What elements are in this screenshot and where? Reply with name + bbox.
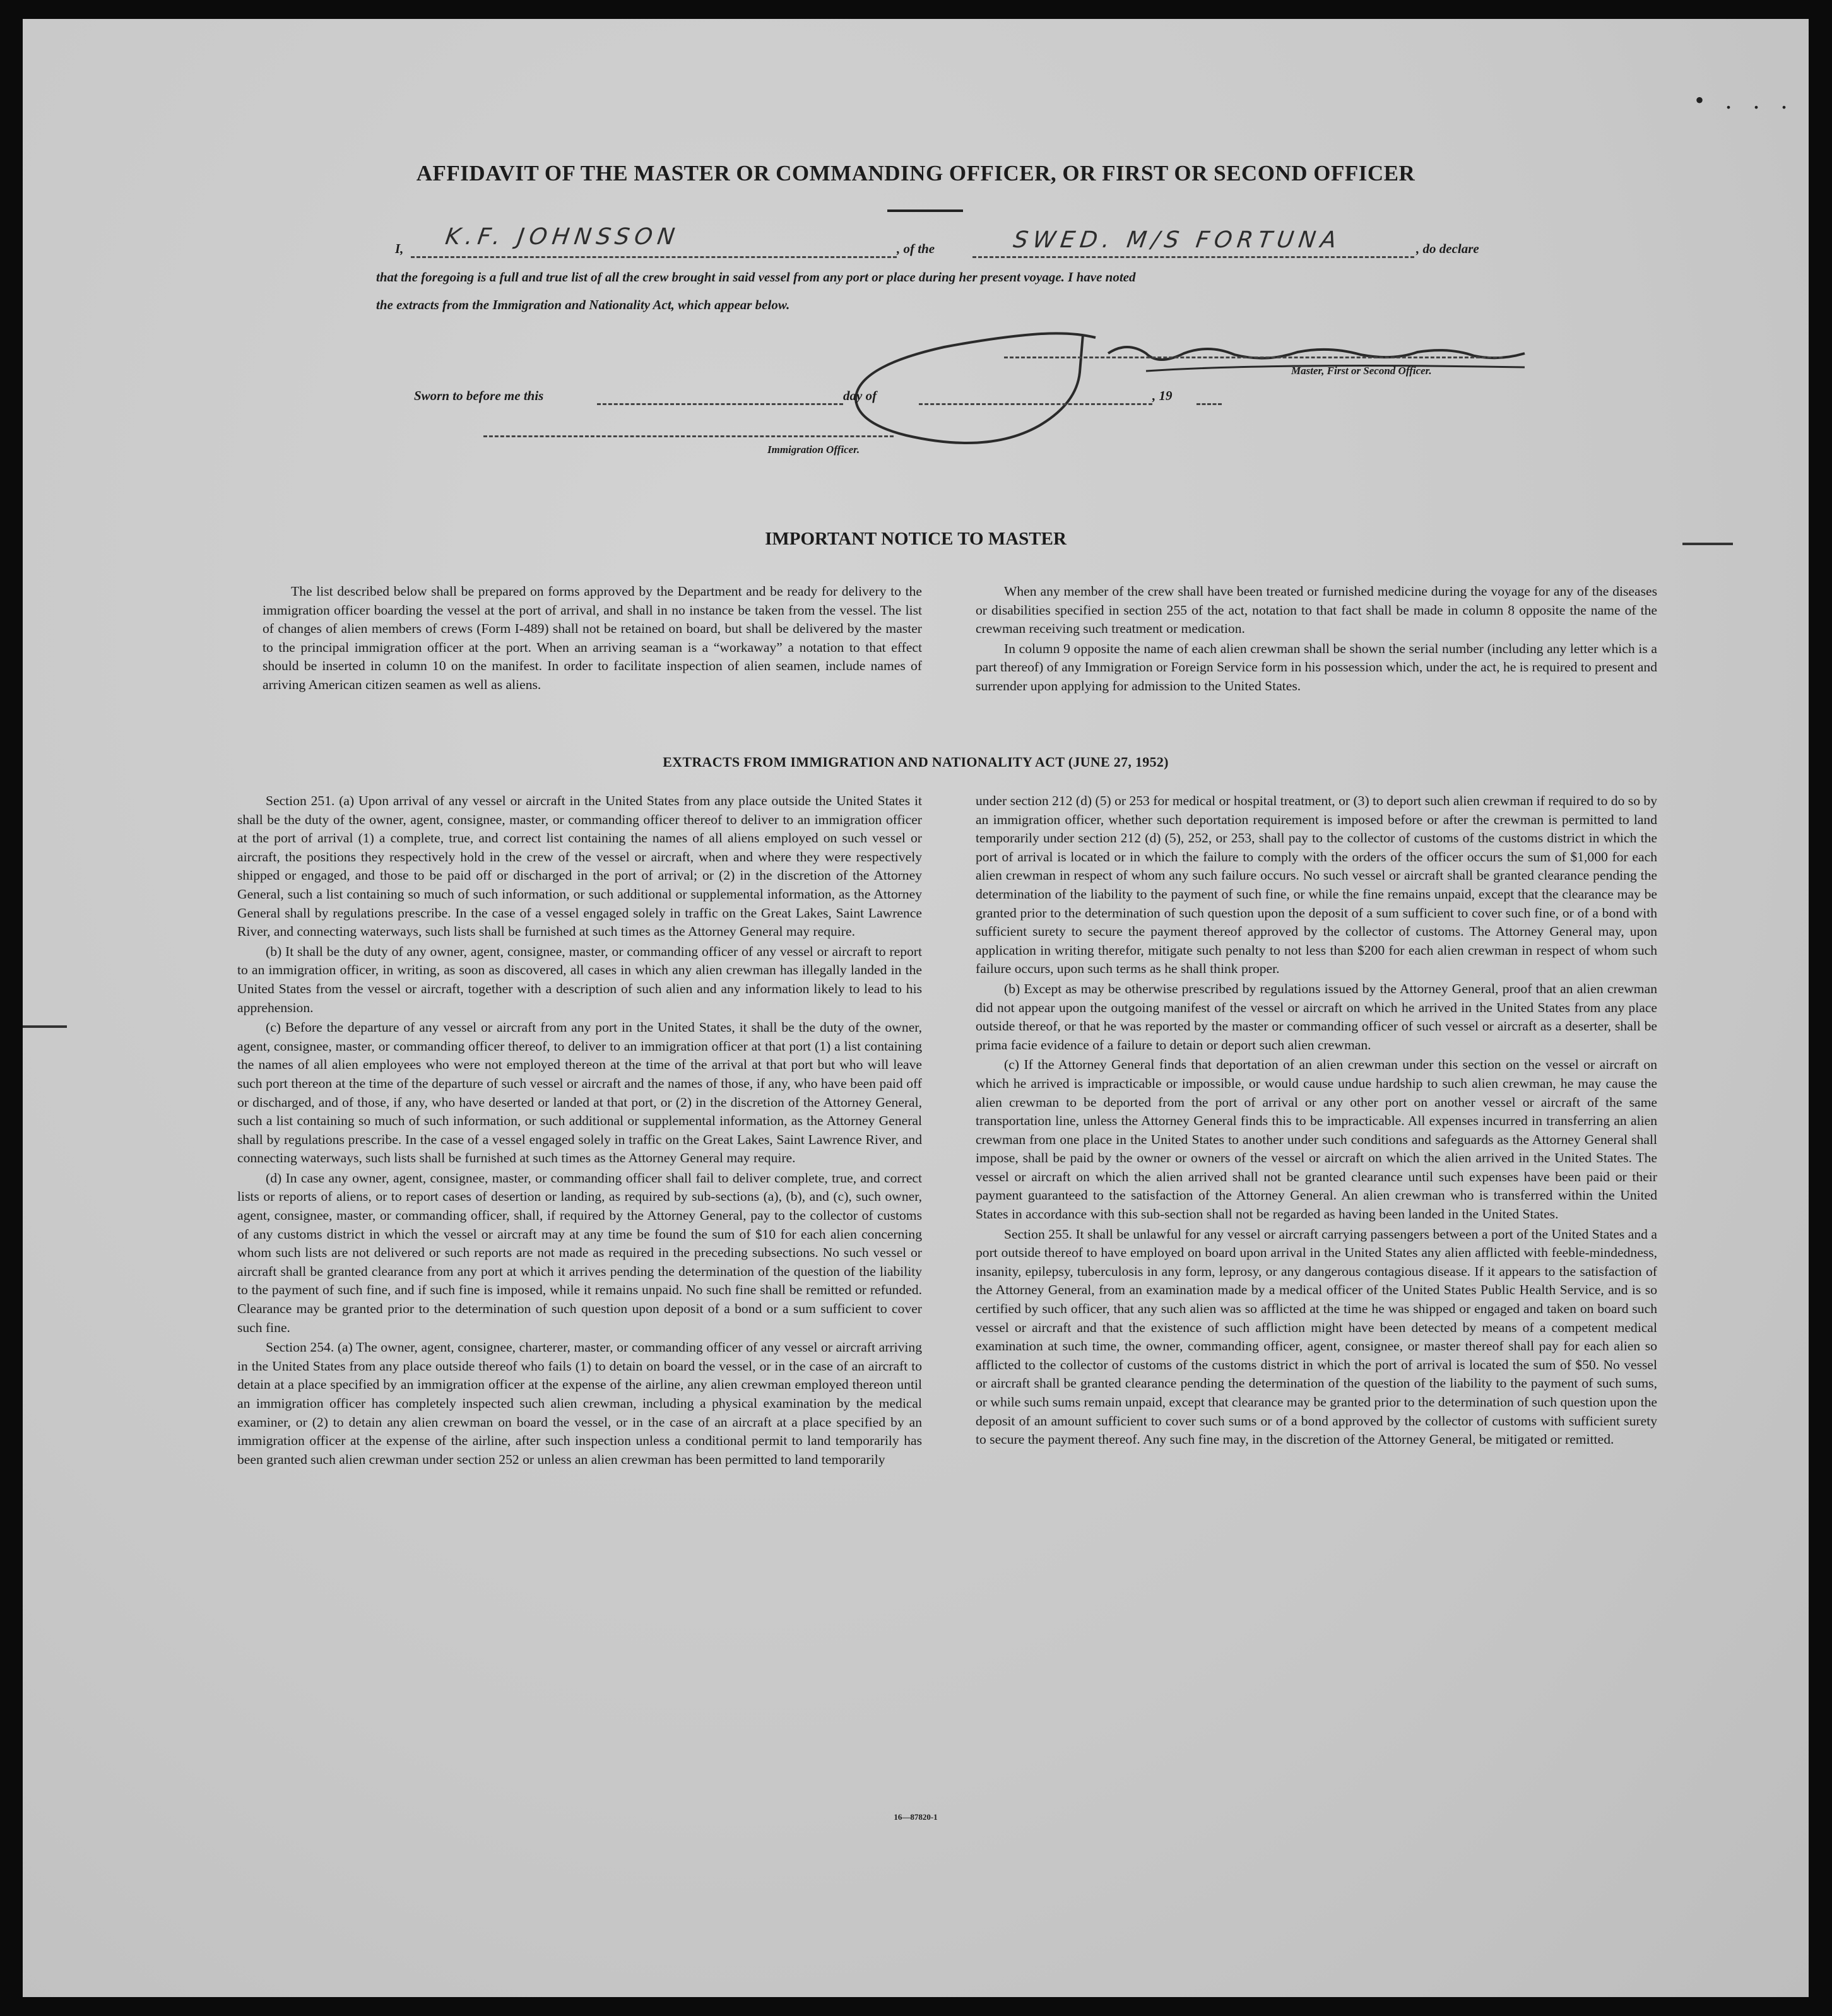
corner-marks: • . . . — [1695, 86, 1795, 114]
section-254-a: Section 254. (a) The owner, agent, consignee, charterer, master, or commanding officer of any vessel or aircraft arriving in the United States from any place outside thereof who fails (1) to detain on board the vessel, or in the case of an aircraft to detain at a place specified by an immigration officer at the expense of the airline, any alien crewman employed thereon until an immigration officer has completely inspected such alien crewman, including a physical examination by the medical examiner, or (2) to detain any alien crewman on board the vessel, or in the case of an aircraft at a place specified by an immigration officer at the expense of the airline, after such inspection unless a conditional permit to land temporarily has been granted such alien crewman under section 252 or unless an alien crewman has been permitted to land temporarily — [237, 1340, 922, 1467]
affidavit-statement-line2: the extracts from the Immigration and Nationality Act, which appear below. — [376, 297, 790, 312]
extracts-left-column — [237, 792, 922, 1469]
day-of-label: day of — [843, 388, 877, 403]
signature-caption: Master, First or Second Officer. — [1291, 365, 1432, 377]
document-page — [23, 19, 1809, 1997]
section-254-c: (c) If the Attorney General finds that deportation of an alien crewman under this section on the vessel or aircraft on which he arrived is impracticable or impossible, or would cause undue hardship to such alien crewman, he may cause the alien crewman to be deported from the port of arrival or any other port on another vessel or aircraft of the same transportation line, unless the Attorney General finds this to be impracticable. All expenses incurred in transferring an alien crewman from one place in the United States to another under such conditions and safeguards as the Attorney General shall impose, shall be paid by the owner or owners of the vessel or aircraft on which the alien arrived in the United States. The vessel or aircraft on which the alien arrived shall not be granted clearance until such expenses have been paid or their payment guaranteed to the satisfaction of the Attorney General. An alien crewman who is transferred within the United States in accordance with this sub-section shall not be regarded as having been landed in the United States. — [976, 1057, 1657, 1222]
crew-master-name: K.F. JOHNSSON — [444, 224, 682, 250]
section-251-c: (c) Before the departure of any vessel or aircraft from any port in the United States, it shall be the duty of the owner, agent, consignee, master, or commanding officer thereof, to deliver to an immigration officer at that port (1) a list containing the names of all alien employees who were not employed thereon at the time of the arrival at that port but who will leave such port thereon at the time of the departure of such vessel or aircraft and the names of those, if any, who have been paid off or discharged, and of those, if any, who have deserted or landed at that port, or (2) in the discretion of the Attorney General, such a list containing so much of such information, or such additional or supplemental information, as the Attorney General shall by regulations prescribe. In the case of a vessel engaged solely in traffic on the Great Lakes, Saint Lawrence River, and connecting waterways, such lists shall be furnished at such times as the Attorney General may require. — [237, 1020, 922, 1166]
sworn-year-line — [1197, 403, 1222, 405]
vessel-field-line — [972, 256, 1414, 258]
sworn-day-line — [597, 403, 843, 405]
label-of-the: , of the — [897, 241, 935, 256]
edge-mark-left — [23, 1025, 67, 1028]
master-signature — [830, 315, 1651, 480]
officer-signature-line — [483, 435, 894, 437]
notice-left-paragraph: The list described below shall be prepared on forms approved by the Department and be ready for delivery to the immigration officer boarding the vessel at the port of arrival, and shall in no instance be taken from the vessel. The list of changes of alien members of crews (Form I-489) shall not be retained on board, but shall be delivered by the master to the principal immigration officer at the port. When an arriving seaman is a “workaway” a notation to that effect should be inserted in column 10 on the manifest. In order to facilitate inspection of alien seamen, include names of arriving American citizen seamen as well as aliens. — [263, 584, 922, 692]
form-code: 16—87820-1 — [894, 1812, 938, 1822]
affidavit-title: AFFIDAVIT OF THE MASTER OR COMMANDING OFFICER, OR FIRST OR SECOND OFFICER — [416, 161, 1415, 186]
notice-right-paragraph-2: In column 9 opposite the name of each alien crewman shall be shown the serial number (including any letter which is a part thereof) of any Immigration or Foreign Service form in his possession which, under the act, he is required to present and surrender upon applying for admission to the United States. — [976, 640, 1657, 693]
notice-right-paragraph-1: When any member of the crew shall have been treated or furnished medicine during the voyage for any of the diseases or disabilities specified in section 255 of the act, notation to that fact shall be made in column 8 opposite the name of the crewman receiving such treatment or medication. — [976, 584, 1657, 637]
sworn-label: Sworn to before me this — [414, 388, 544, 403]
extracts-right-column — [976, 792, 1657, 1449]
section-251-a: Section 251. (a) Upon arrival of any vessel or aircraft in the United States from any place outside the United States it shall be the duty of the owner, agent, consignee, master, or commanding officer thereof to deliver to an immigration officer at the port of arrival (1) a complete, true, and correct list containing the names of all aliens employed on such vessel or aircraft, the positions they respectively hold in the crew of the vessel or aircraft, when and where they were respectively shipped or engaged, and those to be paid off or discharged in the port of arrival; or (2) in the discretion of the Attorney General, such a list containing so much of such information, or such additional or supplemental information, as the Attorney General shall by regulations prescribe. In the case of a vessel engaged solely in traffic on the Great Lakes, Saint Lawrence River, and connecting waterways, such lists shall be furnished at such times as the Attorney General may require. — [237, 793, 922, 940]
vessel-name: SWED. M/S FORTUNA — [1012, 227, 1344, 253]
section-251-b: (b) It shall be the duty of any owner, agent, consignee, master, or commanding officer of any vessel or aircraft to report to an immigration officer, in writing, as soon as discovered, all cases in which any alien crewman has illegally landed in the United States from the vessel or aircraft, together with a description of such alien and any information likely to lead to his apprehension. — [237, 943, 922, 1015]
signature-line — [1004, 357, 1503, 358]
notice-left-column — [263, 582, 922, 695]
notice-title: IMPORTANT NOTICE TO MASTER — [765, 529, 1067, 549]
section-255: Section 255. It shall be unlawful for any vessel or aircraft carrying passengers between a port of the United States and a port outside thereof to have employed on board upon arrival in the United States any alien afflicted with feeble-mindedness, insanity, epilepsy, tuberculosis in any form, leprosy, or any dangerous contagious disease. If it appears to the satisfaction of the Attorney General, from an examination made by a medical officer of the United States Public Health Service, and is so certified by such officer, that any such alien was so afflicted at the time he was shipped or engaged and taken on board such vessel or aircraft and that the existence of such affliction might have been detected by means of a competent medical examination at such time, the owner, commanding officer, agent, consignee, or master thereof shall pay for each alien so afflicted to the collector of customs of the customs district in which the port of arrival is located the sum of $50. No vessel or aircraft shall be granted clearance pending the determination of the question of the liability to the payment of such sums, or while such sums remain unpaid, except that clearance may be granted prior to the determination of such question upon the deposit of an amount sufficient to cover such sums or of a bond approved by the collector of customs with sufficient surety to secure the payment thereof. Any such fine may, in the discretion of the Attorney General, be mitigated or remitted. — [976, 1226, 1657, 1447]
year-label: , 19 — [1152, 388, 1173, 403]
section-251-d: (d) In case any owner, agent, consignee, master, or commanding officer shall fail to deliver complete, true, and correct lists or reports of aliens, or to report cases of desertion or landing, as required by sub-sections (a), (b), and (c), such owner, agent, consignee, master, or commanding officer, shall, if required by the Attorney General, pay to the collector of customs of any customs district in which the vessel or aircraft may at any time be found the sum of $10 for each alien concerning whom such lists are not delivered or such reports are not made as required in the preceding subsections. No such vessel or aircraft shall be granted clearance from any port at which it arrives pending the determination of the question of the liability to the payment of such fine, and if such fine is imposed, while it remains unpaid. No such fine shall be remitted or refunded. Clearance may be granted prior to the determination of such question upon deposit of a bond or a sum sufficient to cover such fine. — [237, 1170, 922, 1335]
label-do-declare: , do declare — [1416, 241, 1479, 256]
section-254-b: (b) Except as may be otherwise prescribed by regulations issued by the Attorney General, proof that an alien crewman did not appear upon the outgoing manifest of the vessel or aircraft on which he arrived in the United States from any place outside thereof, or that he was reported by the master or commanding officer of such vessel or aircraft as a deserter, shall be prima facie evidence of a failure to detain or deport such alien crewman. — [976, 981, 1657, 1052]
extracts-title: EXTRACTS FROM IMMIGRATION AND NATIONALITY ACT (JUNE 27, 1952) — [663, 754, 1169, 770]
title-rule — [887, 209, 963, 212]
sworn-month-line — [919, 403, 1152, 405]
notice-right-column — [976, 582, 1657, 696]
label-i: I, — [395, 241, 404, 256]
section-254-a-continued: under section 212 (d) (5) or 253 for medical or hospital treatment, or (3) to deport such alien crewman if required to do so by an immigration officer, whether such deportation requirement is imposed before or after the crewman is permitted to land temporarily under section 212 (d) (5), 252, or 253, shall pay to the collector of customs of the customs district in which the port of arrival is located or in which the failure to comply with the orders of the officer occurs the sum of $1,000 for each alien crewman in respect of whom any such failure occurs. No such vessel or aircraft shall be granted clearance pending the determination of the liability to the payment of such fine, or while the fine remains unpaid, except that the clearance may be granted prior to the determination of such question upon the deposit of a sum sufficient to cover such fine, or of a bond with sufficient surety to secure the payment thereof approved by the collector of customs. The Attorney General may, upon application in writing therefor, mitigate such penalty to not less than $200 for each alien crewman in respect of whom such failure occurs, upon such terms as he shall think proper. — [976, 793, 1657, 977]
name-field-line — [411, 256, 897, 258]
officer-caption: Immigration Officer. — [767, 444, 860, 456]
affidavit-statement-line1: that the foregoing is a full and true list of all the crew brought in said vessel from any port or place during her present voyage. I have noted — [376, 269, 1136, 285]
